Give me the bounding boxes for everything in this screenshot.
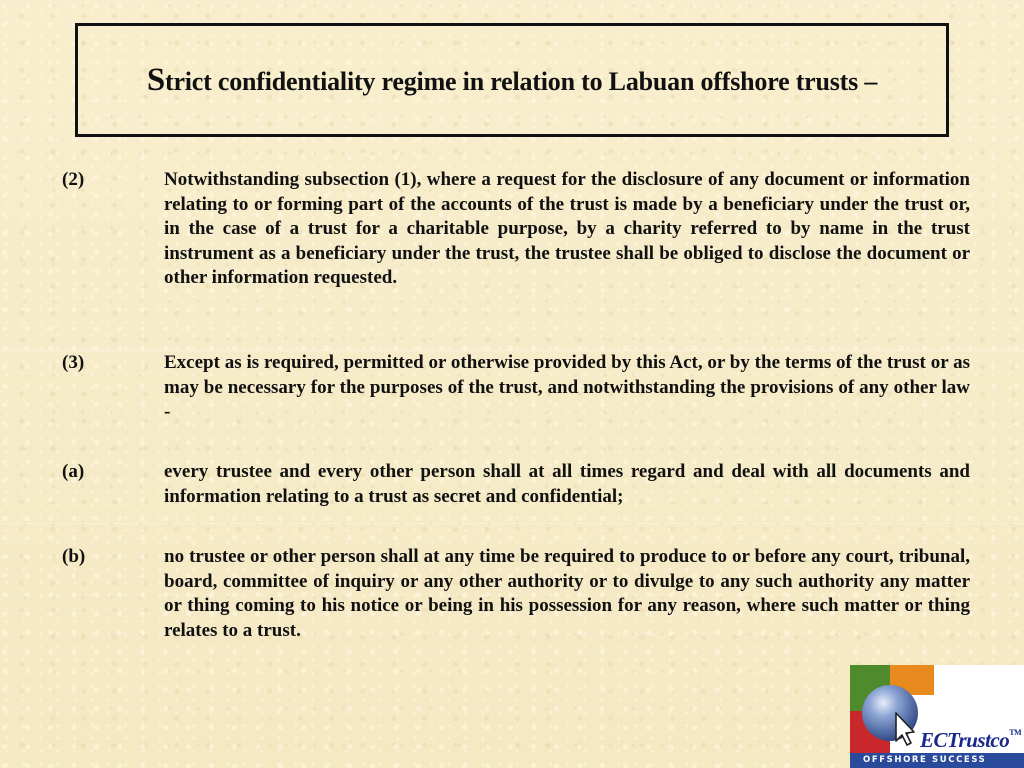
paragraph-text: Notwithstanding subsection (1), where a request for the disclosure of any document or information relating to or forming part of the accounts of the trust is made by a beneficiary under the trust or, in the case of a trust for a charitable purpose, by a charity referred to by name in the trust instrument as a beneficiary under the trust, the trustee shall be obliged to disclose the document or other information requested. bbox=[164, 169, 970, 288]
logo-brand-name bbox=[920, 728, 1021, 753]
title-box bbox=[75, 23, 949, 137]
ectrustco-logo bbox=[850, 665, 1024, 768]
logo-trademark: TM bbox=[1009, 728, 1022, 737]
slide-title-rest: trict confidentiality regime in relation to Labuan offshore trusts – bbox=[164, 66, 878, 96]
slide-title-first-letter: S bbox=[146, 61, 165, 98]
logo-brand-text: ECTrustco bbox=[920, 728, 1010, 752]
paragraph-text: every trustee and every other person shall at all times regard and deal with all documents and information relating to a trust as secret and confidential; bbox=[164, 461, 970, 507]
paragraph-label: (3) bbox=[62, 352, 85, 373]
logo-tagline: OFFSHORE SUCCESS bbox=[863, 755, 987, 765]
paragraph-text: no trustee or other person shall at any time be required to produce to or before any court, tribunal, board, committee of inquiry or any other authority or to divulge to any such authority any matter or thing coming to his notice or being in his possession for any reason, where such matter or thing relates to a trust. bbox=[164, 546, 970, 641]
slide-title bbox=[147, 62, 877, 99]
paragraph-label: (2) bbox=[62, 169, 85, 190]
background-band bbox=[0, 523, 1024, 524]
paragraph-label: (b) bbox=[62, 546, 86, 567]
paragraph-text: Except as is required, permitted or otherwise provided by this Act, or by the terms of the trust or as may be necessary for the purposes of the trust, and notwithstanding the provisions of any other law - bbox=[164, 352, 970, 422]
paragraph-label: (a) bbox=[62, 461, 85, 482]
